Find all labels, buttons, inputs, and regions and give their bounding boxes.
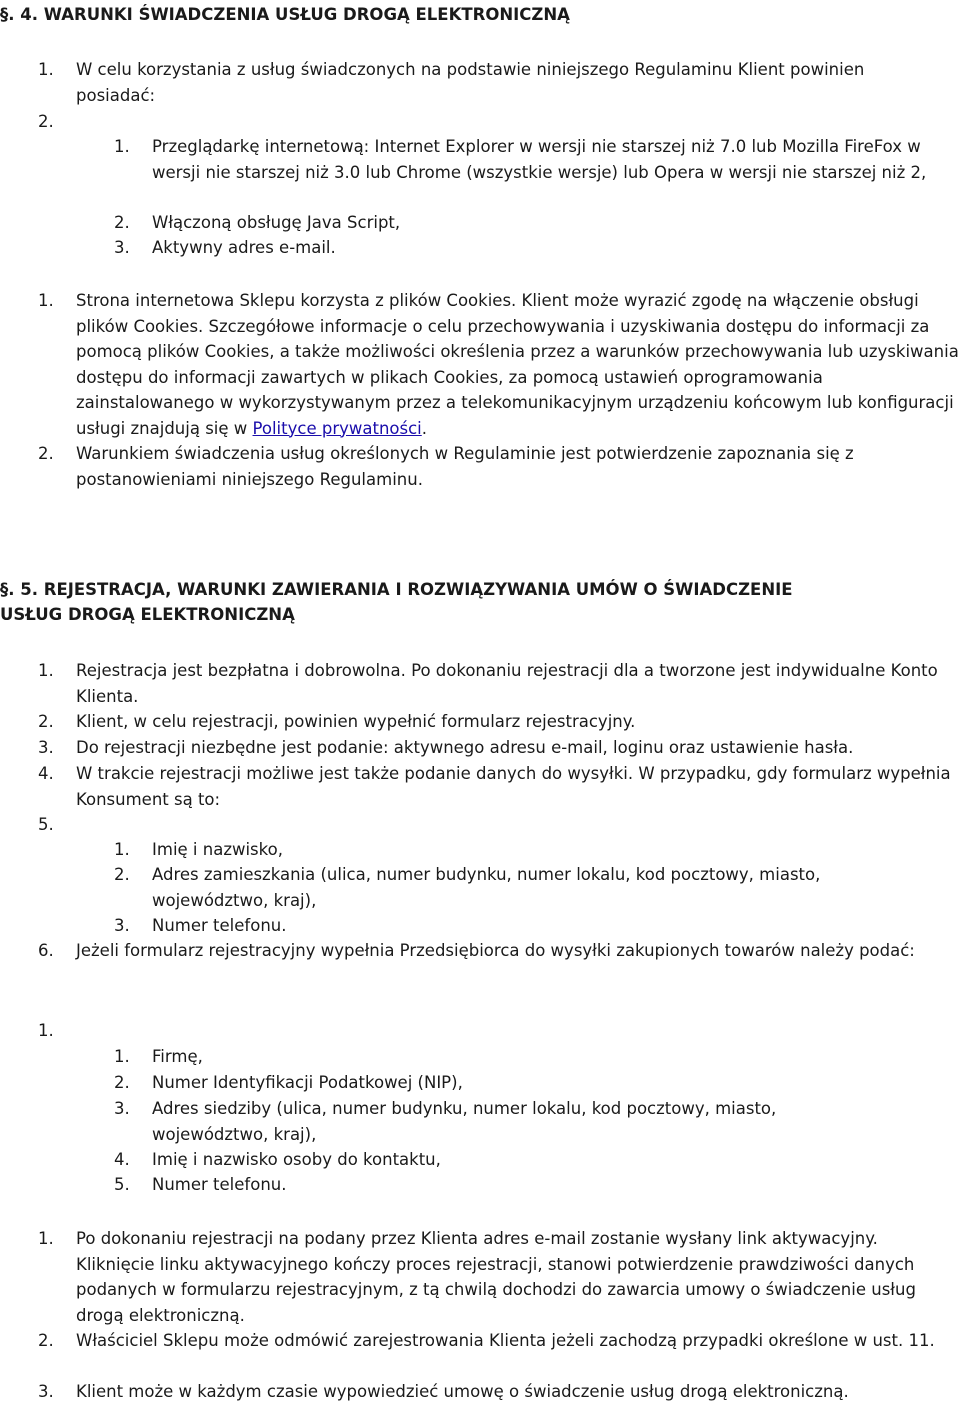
item-number: 3. <box>38 738 54 757</box>
subitem-text: Numer Identyfikacji Podatkowej (NIP), <box>152 1073 463 1092</box>
item-number: 1. <box>38 291 54 310</box>
subitem-text: Włączoną obsługę Java Script, <box>152 213 401 232</box>
item-number: 5. <box>38 815 54 834</box>
item-text: Do rejestracji niezbędne jest podanie: aktywnego adresu e-mail, loginu oraz ustawienie hasła. <box>76 738 854 757</box>
subitem-number: 1. <box>114 840 130 859</box>
subitem-number: 1. <box>114 1047 130 1066</box>
item-number: 1. <box>38 1229 54 1248</box>
item-number: 2. <box>38 712 54 731</box>
item-text: Warunkiem świadczenia usług określonych w Regulaminie jest potwierdzenie zapoznania się z postanowieniami niniejszego Regulaminu. <box>76 444 854 489</box>
item-text: Klient, w celu rejestracji, powinien wypełnić formularz rejestracyjny. <box>76 712 636 731</box>
subitem-text: Imię i nazwisko osoby do kontaktu, <box>152 1150 441 1169</box>
item-number: 1. <box>38 60 54 79</box>
item-number: 3. <box>38 1382 54 1401</box>
item-number: 4. <box>38 764 54 783</box>
subitem-number: 3. <box>114 1099 130 1118</box>
subitem-text: Numer telefonu. <box>152 916 287 935</box>
item-text: W celu korzystania z usług świadczonych na podstawie niniejszego Regulaminu Klient powinien posiadać: <box>76 60 865 105</box>
subitem-text: Imię i nazwisko, <box>152 840 283 859</box>
section-5-title-cont: USŁUG DROGĄ ELEKTRONICZNĄ <box>0 605 295 624</box>
item-text: Rejestracja jest bezpłatna i dobrowolna. Po dokonaniu rejestracji dla a tworzone jest indywidualne Konto Klienta. <box>76 661 938 706</box>
subitem-text: Aktywny adres e-mail. <box>152 238 336 257</box>
cookies-text-end: . <box>421 418 427 438</box>
item-text: Jeżeli formularz rejestracyjny wypełnia Przedsiębiorca do wysyłki zakupionych towarów należy podać: <box>76 941 915 960</box>
item-text: Po dokonaniu rejestracji na podany przez Klienta adres e-mail zostanie wysłany link aktywacyjny. Kliknięcie linku aktywacyjnego kończy proces rejestracji, stanowi potwierdzenie prawdziwości danych podanych w formularzu rejestracyjnym, z tą chwilą dochodzi do zawarcia umowy o świadczenie usług drogą elektroniczną. <box>76 1229 916 1325</box>
subitem-number: 1. <box>114 137 130 156</box>
cookies-paragraph <box>76 288 960 441</box>
subitem-text: Numer telefonu. <box>152 1175 287 1194</box>
item-number: 2. <box>38 1331 54 1350</box>
section-4-title: §. 4. WARUNKI ŚWIADCZENIA USŁUG DROGĄ ELEKTRONICZNĄ <box>0 5 570 24</box>
item-number: 2. <box>38 112 54 131</box>
subitem-number: 2. <box>114 1073 130 1092</box>
item-number: 1. <box>38 1021 54 1040</box>
subitem-text: Adres siedziby (ulica, numer budynku, numer lokalu, kod pocztowy, miasto, województwo, kraj), <box>152 1099 777 1144</box>
subitem-number: 4. <box>114 1150 130 1169</box>
item-number: 1. <box>38 661 54 680</box>
cookies-text: Strona internetowa Sklepu korzysta z plików Cookies. Klient może wyrazić zgodę na włączenie obsługi plików Cookies. Szczegółowe informacje o celu przechowywania i uzyskiwania dostępu do informacji za pomocą plików Cookies, a także możliwości określenia przez a warunków przechowywania lub uzyskiwania dostępu do informacji zawartych w plikach Cookies, za pomocą ustawień oprogramowania zainstalowanego w wykorzystywanym przez a telekomunikacyjnym urządzeniu końcowym lub konfiguracji usługi znajdują się w <box>76 291 959 438</box>
item-text: Właściciel Sklepu może odmówić zarejestrowania Klienta jeżeli zachodzą przypadki określone w ust. 11. <box>76 1331 935 1350</box>
subitem-number: 5. <box>114 1175 130 1194</box>
subitem-number: 3. <box>114 916 130 935</box>
section-5-title: §. 5. REJESTRACJA, WARUNKI ZAWIERANIA I ROZWIĄZYWANIA UMÓW O ŚWIADCZENIE <box>0 580 793 599</box>
subitem-number: 2. <box>114 213 130 232</box>
item-text: Klient może w każdym czasie wypowiedzieć umowę o świadczenie usług drogą elektroniczną. <box>76 1382 849 1401</box>
subitem-text: Przeglądarkę internetową: Internet Explorer w wersji nie starszej niż 7.0 lub Mozilla FireFox w wersji nie starszej niż 3.0 lub Chrome (wszystkie wersje) lub Opera w wersji nie starszej niż 2, <box>152 137 927 182</box>
item-number: 6. <box>38 941 54 960</box>
subitem-number: 3. <box>114 238 130 257</box>
subitem-text: Adres zamieszkania (ulica, numer budynku, numer lokalu, kod pocztowy, miasto, województwo, kraj), <box>152 865 821 910</box>
privacy-policy-link[interactable]: Polityce prywatności <box>252 418 422 438</box>
subitem-number: 2. <box>114 865 130 884</box>
item-number: 2. <box>38 444 54 463</box>
subitem-text: Firmę, <box>152 1047 203 1066</box>
item-text: W trakcie rejestracji możliwe jest także podanie danych do wysyłki. W przypadku, gdy formularz wypełnia Konsument są to: <box>76 764 951 809</box>
